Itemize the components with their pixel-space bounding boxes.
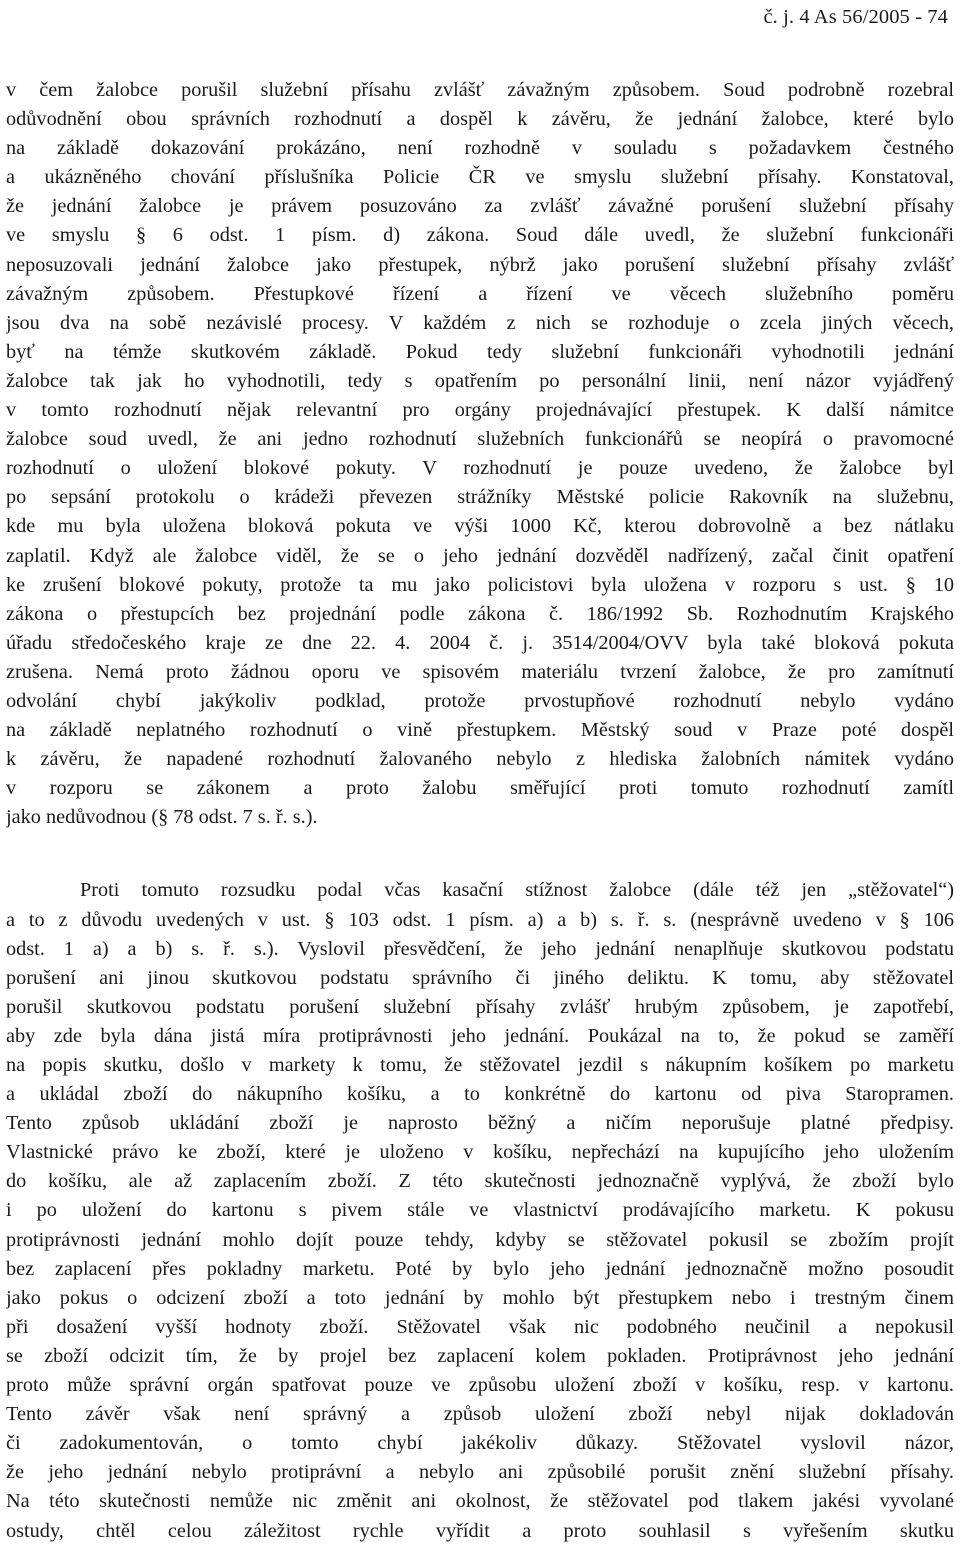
text-line: neposuzovali jednání žalobce jako přestupek, nýbrž jako porušení služební přísahy zvlášť xyxy=(6,253,954,276)
text-line: porušil skutkovou podstatu porušení služební přísahy zvlášť hrubým způsobem, je zapotřebí, xyxy=(6,995,954,1018)
text-line: na popis skutku, došlo v markety k tomu, že stěžovatel jezdil s nákupním košíkem po marketu xyxy=(6,1054,954,1076)
text-line: či zadokumentován, o tomto chybí jakékoliv důkazy. Stěžovatel vyslovil názor, xyxy=(6,1432,954,1455)
document-body xyxy=(6,76,954,1546)
text-line: úřadu středočeského kraje ze dne 22. 4. 2004 č. j. 3514/2004/OVV byla také bloková pokuta xyxy=(6,631,954,654)
text-line: ve smyslu § 6 odst. 1 písm. d) zákona. Soud dále uvedl, že služební funkcionáři xyxy=(6,224,954,247)
paragraph xyxy=(6,76,954,832)
case-reference: č. j. 4 As 56/2005 - 74 xyxy=(763,6,948,28)
text-line: a ukázněného chování příslušníka Policie ČR ve smyslu služební přísahy. Konstatoval, xyxy=(6,166,954,189)
text-line: Tento způsob ukládání zboží je naprosto běžný a ničím neporušuje platné předpisy. xyxy=(6,1112,954,1135)
text-line: protiprávnosti jednání mohlo dojít pouze tehdy, kdyby se stěžovatel pokusil se zbožím projít xyxy=(6,1228,954,1251)
text-line: rozhodnutí o uložení blokové pokuty. V rozhodnutí je pouze uvedeno, že žalobce byl xyxy=(6,457,954,480)
text-line: ostudy, chtěl celou záležitost rychle vyřídit a proto souhlasil s vyřešením skutku xyxy=(6,1519,954,1542)
text-line: zrušena. Nemá proto žádnou oporu ve spisovém materiálu tvrzení žalobce, že pro zamítnutí xyxy=(6,660,954,683)
text-line: že jednání žalobce je právem posuzováno za zvlášť závažné porušení služební přísahy xyxy=(6,195,954,218)
text-line: Na této skutečnosti nemůže nic změnit ani okolnost, že stěžovatel pod tlakem jakési vyvolané xyxy=(6,1490,954,1513)
text-line: jsou dva na sobě nezávislé procesy. V každém z nich se rozhoduje o zcela jiných věcech, xyxy=(6,311,954,334)
text-line: Vlastnické právo ke zboží, které je uloženo v košíku, nepřechází na kupujícího jeho uložením xyxy=(6,1141,954,1164)
text-line: odst. 1 a) a b) s. ř. s.). Vyslovil přesvědčení, že jeho jednání nenaplňuje skutkovou podstatu xyxy=(6,937,954,960)
text-line: Tento závěr však není správný a způsob uložení zboží nebyl nijak dokladován xyxy=(6,1403,954,1426)
text-line: se zboží odcizit tím, že by projel bez zaplacení kolem pokladen. Protiprávnost jeho jednání xyxy=(6,1344,954,1367)
text-line: v rozporu se zákonem a proto žalobu směřující proti tomuto rozhodnutí zamítl xyxy=(6,777,954,800)
text-line: do košíku, ale až zaplacením zboží. Z této skutečnosti jednoznačně vyplývá, že zboží bylo xyxy=(6,1170,954,1193)
paragraph xyxy=(6,876,954,1545)
text-line: byť na témže skutkovém základě. Pokud tedy služební funkcionáři vyhodnotili jednání xyxy=(6,340,954,363)
text-line: aby zde byla dána jistá míra protiprávnosti jeho jednání. Poukázal na to, že pokud se zaměří xyxy=(6,1024,954,1047)
text-line: proto může správní orgán spatřovat pouze ve způsobu uložení zboží v košíku, resp. v kartonu. xyxy=(6,1374,954,1397)
text-line: jako nedůvodnou (§ 78 odst. 7 s. ř. s.). xyxy=(6,806,318,829)
text-line: zákona o přestupcích bez projednání podle zákona č. 186/1992 Sb. Rozhodnutím Krajského xyxy=(6,602,954,625)
text-line: žalobce soud uvedl, že ani jedno rozhodnutí služebních funkcionářů se neopírá o pravomocné xyxy=(6,428,954,451)
text-line: i po uložení do kartonu s pivem stále ve vlastnictví prodávajícího marketu. K pokusu xyxy=(6,1199,954,1222)
text-line: na základě neplatného rozhodnutí o vině přestupkem. Městský soud v Praze poté dospěl xyxy=(6,719,954,742)
text-line: a to z důvodu uvedených v ust. § 103 odst. 1 písm. a) a b) s. ř. s. (nesprávně uvedeno v § 106 xyxy=(6,908,954,931)
paragraph-gap xyxy=(6,832,954,876)
text-line: kde mu byla uložena bloková pokuta ve výši 1000 Kč, kterou dobrovolně a bez nátlaku xyxy=(6,515,954,538)
text-line: žalobce tak jak ho vyhodnotili, tedy s opatřením po personální linii, není názor vyjádřený xyxy=(6,369,954,392)
text-line: při dosažení vyšší hodnoty zboží. Stěžovatel však nic podobného neučinil a nepokusil xyxy=(6,1315,954,1338)
text-line: že jeho jednání nebylo protiprávní a nebylo ani způsobilé porušit znění služební přísahy. xyxy=(6,1461,954,1484)
text-line: k závěru, že napadené rozhodnutí žalovaného nebylo z hlediska žalobních námitek vydáno xyxy=(6,748,954,771)
text-line: zaplatil. Když ale žalobce viděl, že se o jeho jednání dozvěděl nadřízený, začal činit opatření xyxy=(6,544,954,567)
text-line: porušení ani jinou skutkovou podstatu správního či jiného deliktu. K tomu, aby stěžovatel xyxy=(6,966,954,989)
text-line: po sepsání protokolu o krádeži převezen strážníky Městské policie Rakovník na služebnu, xyxy=(6,486,954,509)
text-line: bez zaplacení přes pokladny marketu. Poté by bylo jeho jednání jednoznačně možno posoudit xyxy=(6,1257,954,1280)
text-line: na základě dokazování prokázáno, není rozhodně v souladu s požadavkem čestného xyxy=(6,137,954,160)
text-line: a ukládal zboží do nákupního košíku, a to konkrétně do kartonu od piva Staropramen. xyxy=(6,1083,954,1106)
text-line: odvolání chybí jakýkoliv podklad, protože prvostupňové rozhodnutí nebylo vydáno xyxy=(6,689,954,712)
text-line: ke zrušení blokové pokuty, protože ta mu jako policistovi byla uložena v rozporu s ust. § 10 xyxy=(6,573,954,596)
text-line: v čem žalobce porušil služební přísahu zvlášť závažným způsobem. Soud podrobně rozebral xyxy=(6,79,954,101)
text-line: závažným způsobem. Přestupkové řízení a řízení ve věcech služebního poměru xyxy=(6,282,954,305)
text-line: odůvodnění obou správních rozhodnutí a dospěl k závěru, že jednání žalobce, které bylo xyxy=(6,108,954,131)
text-line: Proti tomuto rozsudku podal včas kasační stížnost žalobce (dále též jen „stěžovatel“) xyxy=(80,879,954,902)
text-line: jako pokus o odcizení zboží a toto jednání by mohlo být přestupkem nebo i trestným činem xyxy=(6,1286,954,1309)
text-line: v tomto rozhodnutí nějak relevantní pro orgány projednávající přestupek. K další námitce xyxy=(6,399,954,422)
